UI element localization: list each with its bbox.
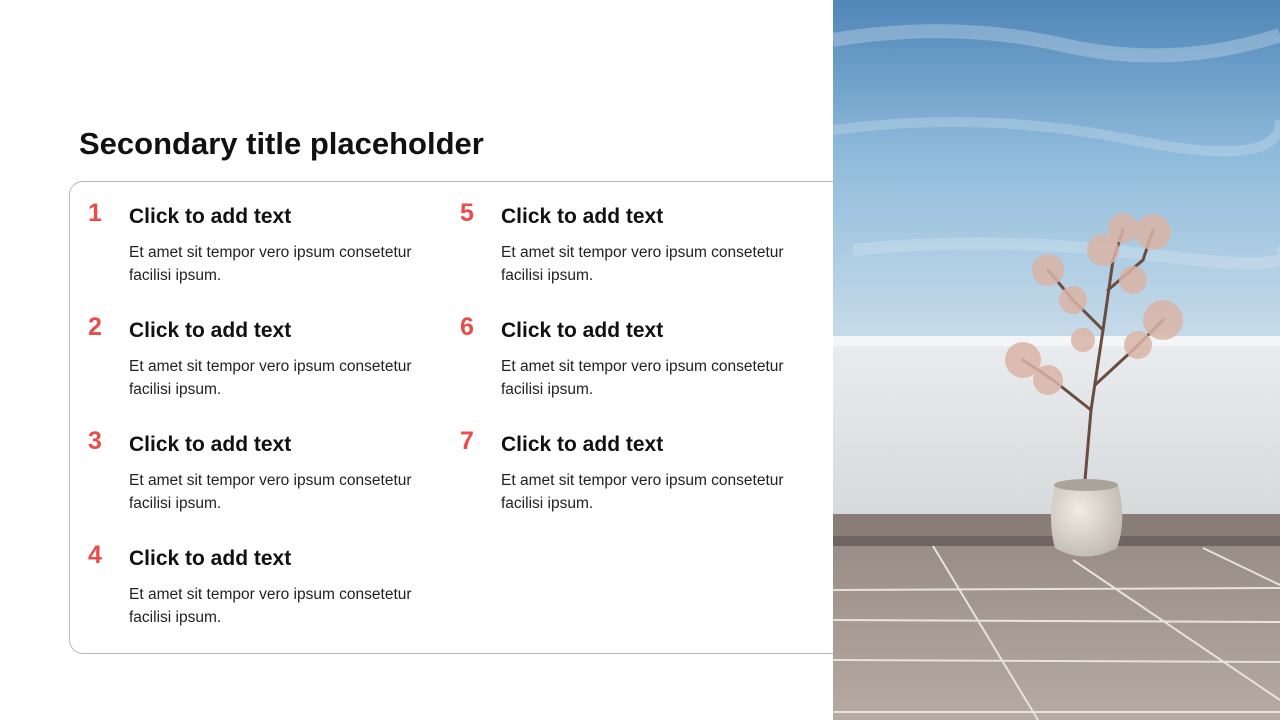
item-description[interactable]: Et amet sit tempor vero ipsum consetetur facilisi ipsum. <box>501 358 784 398</box>
slide-title[interactable]: Secondary title placeholder <box>79 126 484 161</box>
item-number: 1 <box>88 199 102 227</box>
item-description[interactable]: Et amet sit tempor vero ipsum consetetur facilisi ipsum. <box>501 472 784 512</box>
item-heading[interactable]: Click to add text <box>129 205 292 228</box>
rooftop-tree-photo[interactable] <box>833 0 1280 720</box>
item-description[interactable]: Et amet sit tempor vero ipsum consetetur facilisi ipsum. <box>501 244 784 284</box>
item-heading[interactable]: Click to add text <box>129 319 292 342</box>
item-number: 7 <box>460 427 474 455</box>
item-number: 5 <box>460 199 474 227</box>
item-number: 3 <box>88 427 102 455</box>
item-number: 4 <box>88 541 102 569</box>
item-heading[interactable]: Click to add text <box>501 205 664 228</box>
item-description[interactable]: Et amet sit tempor vero ipsum consetetur facilisi ipsum. <box>129 586 412 626</box>
item-description[interactable]: Et amet sit tempor vero ipsum consetetur facilisi ipsum. <box>129 358 412 398</box>
item-number: 2 <box>88 313 102 341</box>
item-description[interactable]: Et amet sit tempor vero ipsum consetetur facilisi ipsum. <box>129 472 412 512</box>
item-heading[interactable]: Click to add text <box>501 433 664 456</box>
item-heading[interactable]: Click to add text <box>129 547 292 570</box>
item-heading[interactable]: Click to add text <box>501 319 664 342</box>
item-description[interactable]: Et amet sit tempor vero ipsum consetetur facilisi ipsum. <box>129 244 412 284</box>
photo-illustration <box>833 0 1280 720</box>
item-heading[interactable]: Click to add text <box>129 433 292 456</box>
item-number: 6 <box>460 313 474 341</box>
